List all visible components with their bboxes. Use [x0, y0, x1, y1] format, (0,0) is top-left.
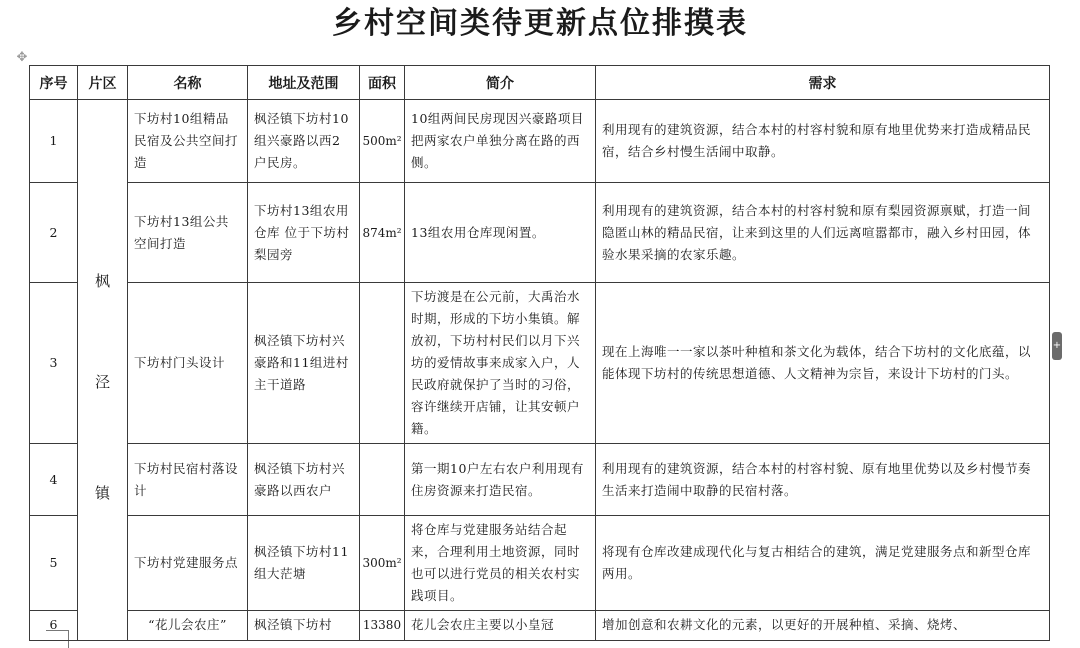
row-area	[360, 283, 405, 444]
row-index: 5	[30, 516, 78, 610]
table-header-row	[30, 66, 1050, 100]
row-name: 下坊村民宿村落设计	[128, 444, 248, 516]
header-address: 地址及范围	[248, 66, 360, 100]
row-address: 枫泾镇下坊村	[248, 610, 360, 640]
row-intro: 10组两间民房现因兴豪路项目把两家农户单独分离在路的西侧。	[405, 100, 596, 183]
header-district: 片区	[78, 66, 128, 100]
row-index: 6	[30, 610, 78, 640]
table-row	[30, 516, 1050, 610]
row-address: 下坊村13组农用仓库 位于下坊村梨园旁	[248, 183, 360, 283]
row-address: 枫泾镇下坊村兴豪路以西农户	[248, 444, 360, 516]
table-move-handle-icon[interactable]: ✥	[16, 50, 28, 65]
header-demand: 需求	[596, 66, 1050, 100]
row-name: 下坊村党建服务点	[128, 516, 248, 610]
row-index: 4	[30, 444, 78, 516]
district-cell	[78, 100, 128, 641]
row-name: 下坊村门头设计	[128, 283, 248, 444]
table-row	[30, 100, 1050, 183]
row-index: 3	[30, 283, 78, 444]
district-char: 镇	[94, 484, 110, 502]
row-demand: 利用现有的建筑资源，结合本村的村容村貌、原有地里优势以及乡村慢节奏生活来打造闹中取静的民宿村落。	[596, 444, 1050, 516]
page-title: 乡村空间类待更新点位排摸表	[332, 6, 748, 41]
row-demand: 利用现有的建筑资源，结合本村的村容村貌和原有地里优势来打造成精品民宿，结合乡村慢生活闹中取静。	[596, 100, 1050, 183]
row-address: 枫泾镇下坊村10组兴豪路以西2户民房。	[248, 100, 360, 183]
table-row	[30, 610, 1050, 640]
row-area: 13380	[360, 610, 405, 640]
table-row	[30, 283, 1050, 444]
table-row	[30, 444, 1050, 516]
header-index: 序号	[30, 66, 78, 100]
row-intro: 花儿会农庄主要以小皇冠	[405, 610, 596, 640]
row-demand: 现在上海唯一一家以茶叶种植和茶文化为载体，结合下坊村的文化底蕴，以能体现下坊村的传统思想道德、人文精神为宗旨，来设计下坊村的门头。	[596, 283, 1050, 444]
header-intro: 简介	[405, 66, 596, 100]
row-intro: 将仓库与党建服务站结合起来，合理利用土地资源，同时也可以进行党员的相关农村实践项目。	[405, 516, 596, 610]
row-intro: 13组农用仓库现闲置。	[405, 183, 596, 283]
row-name: “花儿会农庄”	[128, 610, 248, 640]
survey-table	[29, 65, 1050, 641]
district-char: 泾	[94, 373, 110, 391]
row-name: 下坊村13组公共空间打造	[128, 183, 248, 283]
table-add-column-icon[interactable]: +	[1052, 332, 1062, 360]
row-area: 874m²	[360, 183, 405, 283]
row-area	[360, 444, 405, 516]
row-demand: 利用现有的建筑资源，结合本村的村容村貌和原有梨园资源禀赋，打造一间隐匿山林的精品民宿，让来到这里的人们远离喧嚣都市，融入乡村田园，体验水果采摘的农家乐趣。	[596, 183, 1050, 283]
row-index: 2	[30, 183, 78, 283]
district-char: 枫	[94, 272, 110, 290]
row-area: 500m²	[360, 100, 405, 183]
row-demand: 将现有仓库改建成现代化与复古相结合的建筑，满足党建服务点和新型仓库两用。	[596, 516, 1050, 610]
row-address: 枫泾镇下坊村11组大茫塘	[248, 516, 360, 610]
row-intro: 下坊渡是在公元前，大禹治水时期，形成的下坊小集镇。解放初，下坊村村民们以月下兴坊的爱情故事来成家入户，人民政府就保护了当时的习俗，容许继续开店铺，让其安顿户籍。	[405, 283, 596, 444]
row-area: 300m²	[360, 516, 405, 610]
header-area: 面积	[360, 66, 405, 100]
header-name: 名称	[128, 66, 248, 100]
row-name: 下坊村10组精品民宿及公共空间打造	[128, 100, 248, 183]
table-row	[30, 183, 1050, 283]
row-index: 1	[30, 100, 78, 183]
row-intro: 第一期10户左右农户利用现有住房资源来打造民宿。	[405, 444, 596, 516]
row-demand: 增加创意和农耕文化的元素，以更好的开展种植、采摘、烧烤、	[596, 610, 1050, 640]
row-address: 枫泾镇下坊村兴豪路和11组进村主干道路	[248, 283, 360, 444]
